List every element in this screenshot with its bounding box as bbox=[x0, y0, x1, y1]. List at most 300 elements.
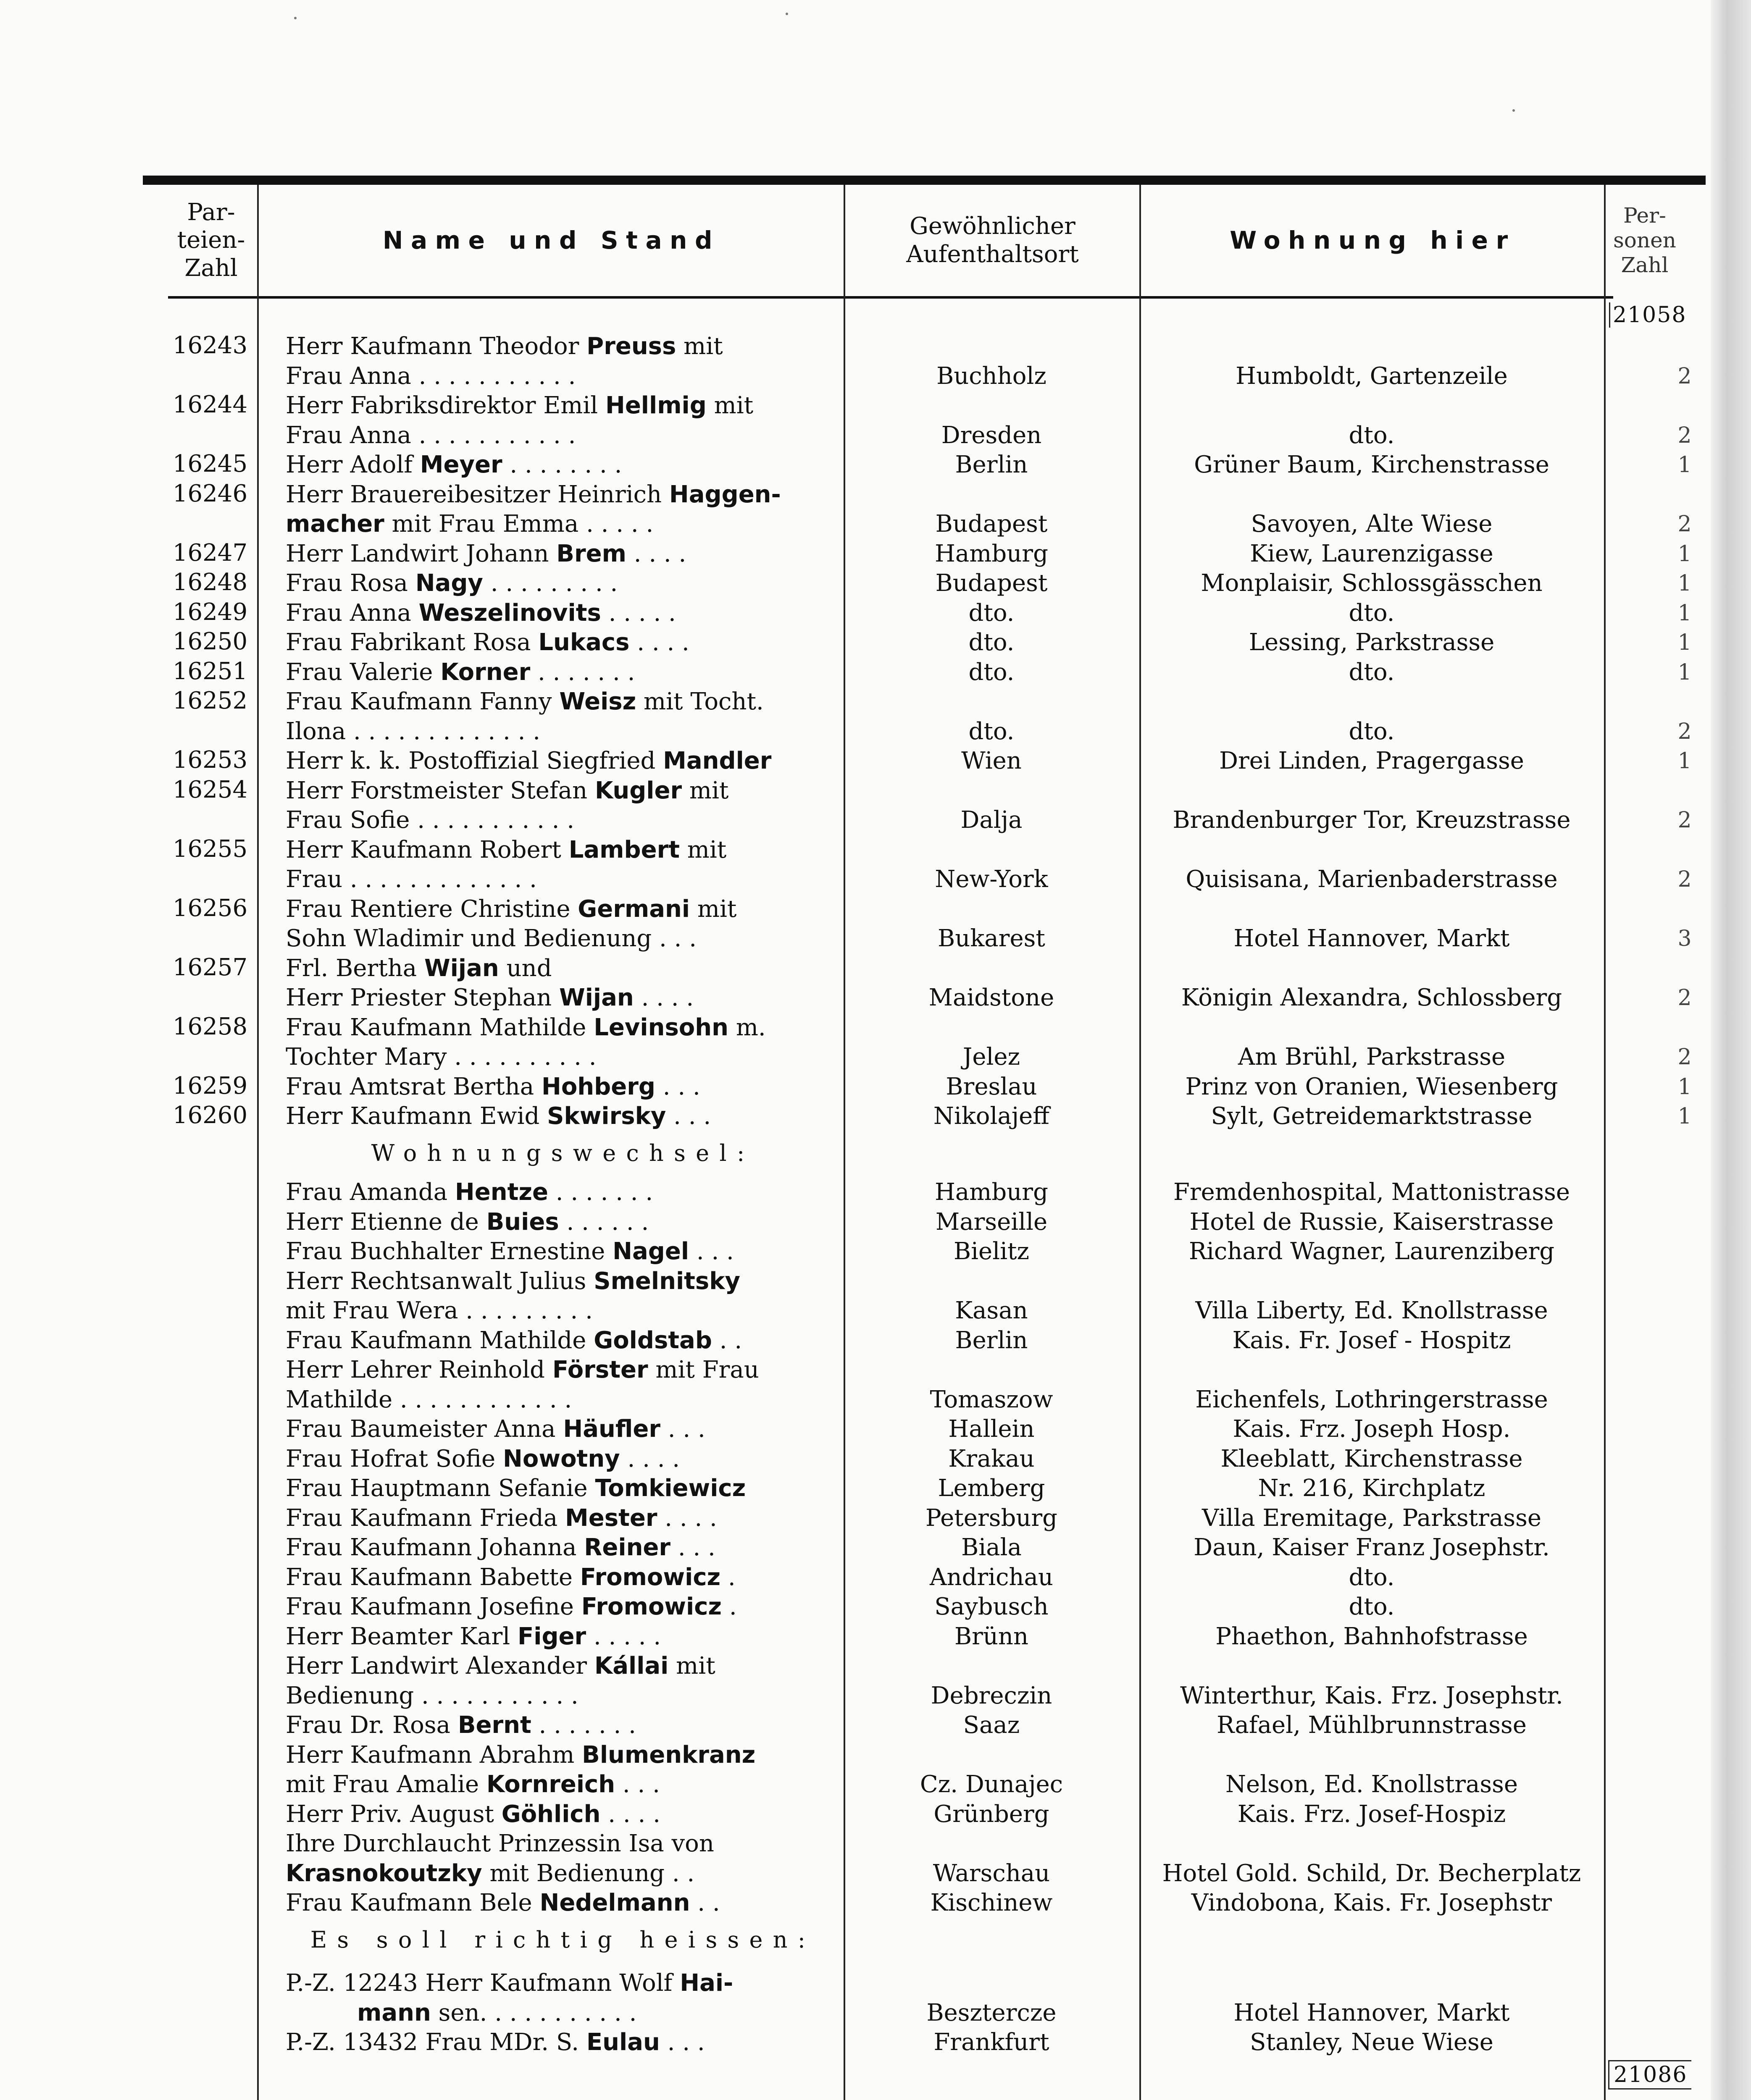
surname: macher bbox=[286, 510, 384, 538]
name-line bbox=[286, 450, 840, 480]
surname: Mester bbox=[565, 1504, 657, 1532]
register-entry bbox=[0, 391, 1711, 450]
guest-name bbox=[286, 569, 840, 598]
usual-residence: Tomaszow bbox=[930, 1386, 1053, 1413]
text-run: Frau Baumeister Anna bbox=[286, 1415, 563, 1443]
residence-change-entry bbox=[0, 1740, 1711, 1800]
usual-residence: Brünn bbox=[954, 1622, 1029, 1650]
text-run: mit Frau Amalie bbox=[286, 1771, 486, 1798]
text-run: Frau Kaufmann Josefine bbox=[286, 1593, 581, 1620]
guest-name bbox=[286, 628, 840, 658]
residence-change-entry bbox=[0, 1208, 1711, 1237]
residence-here: Kais. Frz. Josef-Hospiz bbox=[1237, 1800, 1506, 1828]
text-run: Frau Rentiere Christine bbox=[286, 895, 578, 923]
text-run: mit Frau Wera . . . . . . . . . bbox=[286, 1297, 593, 1324]
surname: Hentze bbox=[455, 1179, 548, 1206]
persons-count: 2 bbox=[1677, 719, 1692, 744]
register-entry bbox=[0, 687, 1711, 746]
name-line bbox=[286, 1651, 840, 1681]
text-run: Herr Kaufmann Robert bbox=[286, 836, 569, 864]
residence-here: Königin Alexandra, Schlossberg bbox=[1181, 984, 1562, 1011]
usual-residence: Grünberg bbox=[933, 1800, 1049, 1828]
surname: Weszelinovits bbox=[418, 599, 601, 627]
residence-change-entry bbox=[0, 1237, 1711, 1267]
name-line bbox=[286, 539, 840, 569]
party-number: 16255 bbox=[172, 835, 248, 863]
residence-here: Nr. 216, Kirchplatz bbox=[1258, 1475, 1485, 1502]
usual-residence: dto. bbox=[968, 717, 1015, 745]
guest-name bbox=[286, 539, 840, 569]
text-run: Herr Etienne de bbox=[286, 1208, 486, 1236]
surname: Goldstab bbox=[594, 1326, 712, 1354]
usual-residence: Biala bbox=[961, 1534, 1022, 1561]
text-run: Frau Valerie bbox=[286, 658, 441, 686]
persons-count: 1 bbox=[1677, 600, 1692, 626]
surname: Fromowicz bbox=[580, 1563, 721, 1591]
text-run: . . . . . bbox=[586, 1622, 661, 1650]
text-run: . . . . . . . . . bbox=[483, 570, 618, 597]
name-line bbox=[286, 1859, 840, 1889]
party-number: 16253 bbox=[172, 746, 248, 774]
usual-residence: Jelez bbox=[962, 1043, 1020, 1071]
party-number: 16250 bbox=[172, 628, 248, 655]
guest-name bbox=[286, 1072, 840, 1102]
name-line bbox=[286, 569, 840, 598]
residence-here: Kais. Fr. Josef - Hospitz bbox=[1232, 1326, 1511, 1354]
surname: Kállai bbox=[594, 1652, 669, 1680]
text-run: . . . . bbox=[626, 540, 686, 567]
text-run: . . . . . . . bbox=[531, 1712, 636, 1739]
residence-here: Grüner Baum, Kirchenstrasse bbox=[1194, 451, 1549, 478]
usual-residence: Budapest bbox=[935, 570, 1048, 597]
name-line bbox=[286, 658, 840, 688]
name-line bbox=[286, 1102, 840, 1131]
text-run: Herr Priv. August bbox=[286, 1800, 502, 1828]
register-entry bbox=[0, 539, 1711, 569]
usual-residence: Cz. Dunajec bbox=[920, 1771, 1063, 1798]
text-run: . . . . bbox=[600, 1800, 660, 1828]
guest-name bbox=[286, 1355, 840, 1415]
usual-residence: Marseille bbox=[935, 1208, 1048, 1236]
text-run: Herr Brauereibesitzer Heinrich bbox=[286, 480, 669, 508]
text-run: mit bbox=[690, 895, 737, 923]
surname: Blumenkranz bbox=[582, 1741, 756, 1769]
residence-change-entry bbox=[0, 1711, 1711, 1740]
register-entry bbox=[0, 628, 1711, 658]
residence-here: Daun, Kaiser Franz Josephstr. bbox=[1194, 1534, 1550, 1561]
text-run: Frau Hauptmann Sefanie bbox=[286, 1475, 595, 1502]
persons-count: 1 bbox=[1677, 659, 1692, 685]
text-run: Frau Kaufmann Fanny bbox=[286, 688, 560, 715]
name-line bbox=[286, 1622, 840, 1652]
surname: Nowotny bbox=[503, 1445, 620, 1473]
surname: Buies bbox=[486, 1208, 559, 1236]
text-run: Herr k. k. Postoffizial Siegfried bbox=[286, 747, 663, 774]
name-line bbox=[286, 895, 840, 924]
residence-here: Hotel Hannover, Markt bbox=[1233, 925, 1510, 952]
name-line bbox=[286, 717, 840, 747]
residence-here: dto. bbox=[1349, 1563, 1395, 1591]
name-line bbox=[286, 1042, 840, 1072]
name-line bbox=[286, 598, 840, 628]
usual-residence: Berlin bbox=[955, 451, 1028, 478]
guest-name bbox=[286, 835, 840, 895]
residence-change-entry bbox=[0, 1533, 1711, 1563]
residence-change-entry bbox=[0, 1326, 1711, 1356]
residence-change-entry bbox=[0, 1800, 1711, 1830]
text-run: . bbox=[720, 1563, 736, 1591]
text-run: Frau Amanda bbox=[286, 1179, 455, 1206]
persons-count: 1 bbox=[1677, 541, 1692, 567]
persons-count: 1 bbox=[1677, 1104, 1692, 1129]
residence-here: Am Brühl, Parkstrasse bbox=[1238, 1043, 1506, 1071]
guest-name bbox=[286, 1444, 840, 1474]
name-line bbox=[286, 1474, 840, 1504]
party-number: 16243 bbox=[172, 332, 248, 359]
table-top-rule bbox=[143, 176, 1706, 185]
surname: Hellmig bbox=[605, 392, 707, 419]
usual-residence: Bielitz bbox=[953, 1238, 1030, 1265]
name-line bbox=[286, 1385, 840, 1415]
residence-change-entry bbox=[0, 1415, 1711, 1444]
paper-speck bbox=[1512, 109, 1515, 112]
residence-change-entry bbox=[0, 1563, 1711, 1593]
text-run: Herr Forstmeister Stefan bbox=[286, 777, 595, 804]
name-line bbox=[286, 1296, 840, 1326]
surname: Göhlich bbox=[501, 1800, 601, 1828]
text-run: Frau Anna bbox=[286, 599, 419, 627]
residence-change-entry bbox=[0, 1355, 1711, 1415]
residence-here: Kleeblatt, Kirchenstrasse bbox=[1220, 1445, 1523, 1473]
surname: Germani bbox=[578, 895, 690, 923]
text-run: Frau Hofrat Sofie bbox=[286, 1445, 503, 1473]
name-line bbox=[286, 1592, 840, 1622]
surname: Weisz bbox=[559, 688, 636, 715]
name-line bbox=[286, 1237, 840, 1267]
text-run: Frau Dr. Rosa bbox=[286, 1712, 458, 1739]
party-number: 16247 bbox=[172, 539, 248, 567]
guest-name bbox=[286, 1622, 840, 1652]
guest-name bbox=[286, 1711, 840, 1740]
name-line bbox=[286, 509, 840, 539]
text-run: Frau Kaufmann Bele bbox=[286, 1889, 540, 1916]
residence-change-entry bbox=[0, 1888, 1711, 1918]
guest-name bbox=[286, 1267, 840, 1326]
register-entry bbox=[0, 480, 1711, 539]
residence-here: Brandenburger Tor, Kreuzstrasse bbox=[1173, 806, 1571, 834]
name-line bbox=[286, 983, 840, 1013]
guest-name bbox=[286, 391, 840, 450]
text-run: P.-Z. 12243 Herr Kaufmann Wolf bbox=[286, 1969, 680, 1997]
final-total: 21086 bbox=[1608, 2060, 1691, 2090]
guest-name bbox=[286, 1740, 840, 1800]
register-entry bbox=[0, 450, 1711, 480]
text-run: . . . bbox=[670, 1534, 715, 1561]
surname: Hai- bbox=[680, 1969, 734, 1997]
usual-residence: Lemberg bbox=[938, 1475, 1045, 1502]
text-run: . . . bbox=[689, 1238, 734, 1265]
usual-residence: Besztercze bbox=[926, 1999, 1057, 2026]
surname: Wijan bbox=[559, 984, 634, 1011]
name-line bbox=[286, 1829, 840, 1859]
page-edge-right bbox=[1711, 0, 1751, 2100]
text-run: mit Bedienung . . bbox=[482, 1859, 695, 1887]
text-run: Frau Fabrikant Rosa bbox=[286, 629, 539, 656]
guest-name bbox=[286, 1969, 840, 2028]
text-run: mit bbox=[668, 1652, 715, 1680]
usual-residence: Maidstone bbox=[928, 984, 1054, 1011]
guest-name bbox=[286, 1013, 840, 1072]
correction-entry bbox=[0, 2028, 1711, 2058]
surname: Hohberg bbox=[541, 1073, 655, 1100]
residence-here: Richard Wagner, Laurenziberg bbox=[1188, 1238, 1555, 1265]
text-run: mit bbox=[679, 836, 727, 864]
residence-here: dto. bbox=[1349, 1593, 1395, 1620]
surname: Brem bbox=[556, 540, 626, 567]
guest-name bbox=[286, 1888, 840, 1918]
residence-here: Villa Eremitage, Parkstrasse bbox=[1202, 1504, 1541, 1532]
text-run: Herr Priester Stephan bbox=[286, 984, 559, 1011]
persons-count: 2 bbox=[1677, 1045, 1692, 1070]
header-line: Per- bbox=[1623, 203, 1666, 228]
header-name-and-status: Name und Stand bbox=[382, 226, 720, 255]
text-run: Frau Amtsrat Bertha bbox=[286, 1073, 542, 1100]
usual-residence: Warschau bbox=[933, 1859, 1050, 1887]
usual-residence: Bukarest bbox=[938, 925, 1045, 952]
residence-change-entry bbox=[0, 1622, 1711, 1652]
persons-count: 1 bbox=[1677, 452, 1692, 478]
usual-residence: Krakau bbox=[948, 1445, 1035, 1473]
name-line bbox=[286, 1740, 840, 1770]
text-run: Herr Beamter Karl bbox=[286, 1622, 518, 1650]
guest-name bbox=[286, 1178, 840, 1208]
surname: Wijan bbox=[424, 954, 499, 982]
name-line bbox=[286, 1326, 840, 1356]
usual-residence: Dresden bbox=[941, 421, 1042, 449]
guest-name bbox=[286, 1415, 840, 1444]
name-line bbox=[286, 1504, 840, 1533]
usual-residence: Budapest bbox=[935, 510, 1048, 538]
name-line bbox=[286, 1355, 840, 1385]
text-run: Herr Fabriksdirektor Emil bbox=[286, 392, 605, 419]
text-run: mit bbox=[682, 777, 729, 804]
name-line bbox=[286, 1178, 840, 1208]
text-run: Frau Buchhalter Ernestine bbox=[286, 1238, 613, 1265]
surname: Bernt bbox=[457, 1712, 531, 1739]
usual-residence: dto. bbox=[968, 599, 1015, 627]
register-entry bbox=[0, 895, 1711, 954]
name-line bbox=[286, 776, 840, 806]
text-run: Herr Adolf bbox=[286, 451, 420, 478]
guest-name bbox=[286, 2028, 840, 2058]
register-entry bbox=[0, 746, 1711, 776]
guest-name bbox=[286, 1563, 840, 1593]
text-run: . . . bbox=[655, 1073, 700, 1100]
paper-speck bbox=[294, 17, 297, 19]
header-persons-count bbox=[1607, 187, 1683, 294]
text-run: Mathilde . . . . . . . . . . . . bbox=[286, 1386, 572, 1413]
surname: Haggen- bbox=[669, 480, 781, 508]
header-party-number bbox=[166, 187, 256, 294]
guest-name bbox=[286, 1102, 840, 1131]
header-line: Gewöhnlicher bbox=[910, 213, 1075, 240]
text-run: Herr Rechtsanwalt Julius bbox=[286, 1267, 594, 1295]
persons-count: 2 bbox=[1677, 363, 1692, 389]
name-line bbox=[286, 1711, 840, 1740]
surname: Kugler bbox=[594, 777, 682, 804]
text-run: . . . bbox=[660, 2029, 705, 2056]
guest-name bbox=[286, 954, 840, 1013]
guest-name bbox=[286, 1592, 840, 1622]
text-run: Frau Kaufmann Johanna bbox=[286, 1534, 584, 1561]
header-line: Par- bbox=[187, 199, 235, 226]
surname: Eulau bbox=[586, 2029, 660, 2056]
register-entry bbox=[0, 1072, 1711, 1102]
surname: Korner bbox=[440, 658, 531, 686]
usual-residence: Saybusch bbox=[934, 1593, 1049, 1620]
residence-here: Sylt, Getreidemarktstrasse bbox=[1211, 1102, 1533, 1130]
text-run: Frau Kaufmann Mathilde bbox=[286, 1013, 594, 1041]
surname: Levinsohn bbox=[594, 1013, 729, 1041]
residence-here: Prinz von Oranien, Wiesenberg bbox=[1185, 1073, 1558, 1100]
text-run: Frau Sofie . . . . . . . . . . . bbox=[286, 806, 575, 834]
text-run: . . . . . bbox=[601, 599, 676, 627]
persons-count: 1 bbox=[1677, 1074, 1692, 1100]
residence-here: Kais. Frz. Joseph Hosp. bbox=[1233, 1415, 1511, 1443]
guest-name bbox=[286, 1474, 840, 1504]
guest-name bbox=[286, 776, 840, 835]
text-run: Herr Kaufmann Abrahm bbox=[286, 1741, 582, 1769]
party-number: 16245 bbox=[172, 450, 248, 478]
residence-here: Winterthur, Kais. Frz. Josephstr. bbox=[1180, 1682, 1563, 1709]
register-entry bbox=[0, 598, 1711, 628]
text-run: . . . . bbox=[629, 629, 689, 656]
persons-count: 1 bbox=[1677, 571, 1692, 596]
name-line bbox=[286, 924, 840, 954]
guest-name bbox=[286, 1208, 840, 1237]
name-line bbox=[286, 1563, 840, 1593]
party-number: 16248 bbox=[172, 569, 248, 596]
name-line bbox=[286, 1800, 840, 1830]
residence-here: Stanley, Neue Wiese bbox=[1250, 2029, 1493, 2056]
surname: Preuss bbox=[586, 333, 676, 360]
text-run: und bbox=[499, 954, 552, 982]
residence-here: Lessing, Parkstrasse bbox=[1249, 629, 1495, 656]
usual-residence: Saaz bbox=[963, 1712, 1020, 1739]
guest-name bbox=[286, 746, 840, 776]
text-run: mit Frau Emma . . . . . bbox=[384, 510, 654, 538]
residence-here: Drei Linden, Pragergasse bbox=[1219, 747, 1524, 774]
residence-here: Phaethon, Bahnhofstrasse bbox=[1215, 1622, 1528, 1650]
residence-here: dto. bbox=[1349, 599, 1395, 627]
text-run: . . . . . . bbox=[559, 1208, 649, 1236]
text-run: . bbox=[722, 1593, 737, 1620]
name-line bbox=[286, 1072, 840, 1102]
text-run: Bedienung . . . . . . . . . . . bbox=[286, 1682, 578, 1709]
guest-name bbox=[286, 1326, 840, 1356]
register-entry bbox=[0, 835, 1711, 895]
name-line bbox=[286, 480, 840, 510]
paper-speck bbox=[786, 13, 788, 15]
usual-residence: dto. bbox=[968, 629, 1015, 656]
guest-name bbox=[286, 1829, 840, 1888]
residence-change-entry bbox=[0, 1178, 1711, 1208]
text-run: Frau Kaufmann Mathilde bbox=[286, 1326, 594, 1354]
text-run: Frau . . . . . . . . . . . . . bbox=[286, 866, 537, 893]
party-number: 16260 bbox=[172, 1102, 248, 1129]
name-line bbox=[286, 421, 840, 451]
surname: Reiner bbox=[584, 1534, 671, 1561]
text-run: Herr Lehrer Reinhold bbox=[286, 1356, 552, 1383]
name-line bbox=[286, 2028, 840, 2058]
persons-count: 2 bbox=[1677, 985, 1692, 1011]
text-run: Herr Landwirt Johann bbox=[286, 540, 557, 567]
guest-name bbox=[286, 332, 840, 391]
name-line bbox=[286, 1444, 840, 1474]
residence-change-entry bbox=[0, 1444, 1711, 1474]
usual-residence: Hallein bbox=[948, 1415, 1035, 1443]
guest-name bbox=[286, 1237, 840, 1267]
residence-here: Hotel de Russie, Kaiserstrasse bbox=[1189, 1208, 1554, 1236]
text-run: Tochter Mary . . . . . . . . . . bbox=[286, 1043, 597, 1071]
header-line: sonen bbox=[1613, 228, 1676, 252]
register-entry bbox=[0, 1013, 1711, 1072]
usual-residence: dto. bbox=[968, 658, 1015, 686]
surname: Nagel bbox=[613, 1238, 689, 1265]
surname: Förster bbox=[552, 1356, 648, 1383]
carried-total: 21058 bbox=[1609, 302, 1686, 328]
text-run: . . . . . . . bbox=[530, 658, 635, 686]
usual-residence: Andrichau bbox=[930, 1563, 1053, 1591]
surname: Nedelmann bbox=[539, 1889, 690, 1916]
text-run: Herr Kaufmann Theodor bbox=[286, 333, 587, 360]
surname: Fromowicz bbox=[581, 1593, 722, 1620]
usual-residence: Hamburg bbox=[935, 1179, 1048, 1206]
name-line bbox=[286, 362, 840, 391]
header-usual-residence bbox=[847, 187, 1138, 294]
name-line bbox=[286, 835, 840, 865]
name-line bbox=[286, 1013, 840, 1043]
party-number: 16251 bbox=[172, 657, 248, 685]
party-number: 16249 bbox=[172, 598, 248, 626]
residence-here: dto. bbox=[1349, 658, 1395, 686]
residence-here: Vindobona, Kais. Fr. Josephstr bbox=[1191, 1889, 1552, 1916]
name-line bbox=[286, 1533, 840, 1563]
surname: Skwirsky bbox=[547, 1102, 666, 1130]
usual-residence: New-York bbox=[935, 866, 1048, 893]
surname: Nagy bbox=[415, 570, 483, 597]
guest-name bbox=[286, 480, 840, 539]
persons-count: 2 bbox=[1677, 512, 1692, 537]
residence-here: Villa Liberty, Ed. Knollstrasse bbox=[1195, 1297, 1548, 1324]
guest-name bbox=[286, 1800, 840, 1830]
party-number: 16244 bbox=[172, 391, 248, 418]
usual-residence: Dalja bbox=[960, 806, 1023, 834]
text-run: . . . . . . . . bbox=[502, 451, 622, 478]
name-line bbox=[286, 746, 840, 776]
usual-residence: Buchholz bbox=[936, 362, 1046, 390]
usual-residence: Frankfurt bbox=[933, 2029, 1049, 2056]
residence-change-entry bbox=[0, 1829, 1711, 1888]
persons-count: 1 bbox=[1677, 630, 1692, 655]
name-line bbox=[286, 687, 840, 717]
text-run: Frau Anna . . . . . . . . . . . bbox=[286, 421, 576, 449]
name-line bbox=[286, 628, 840, 658]
text-run: mit bbox=[676, 333, 723, 360]
text-run: P.-Z. 13432 Frau MDr. S. bbox=[286, 2029, 586, 2056]
guest-name bbox=[286, 450, 840, 480]
party-number: 16256 bbox=[172, 894, 248, 922]
